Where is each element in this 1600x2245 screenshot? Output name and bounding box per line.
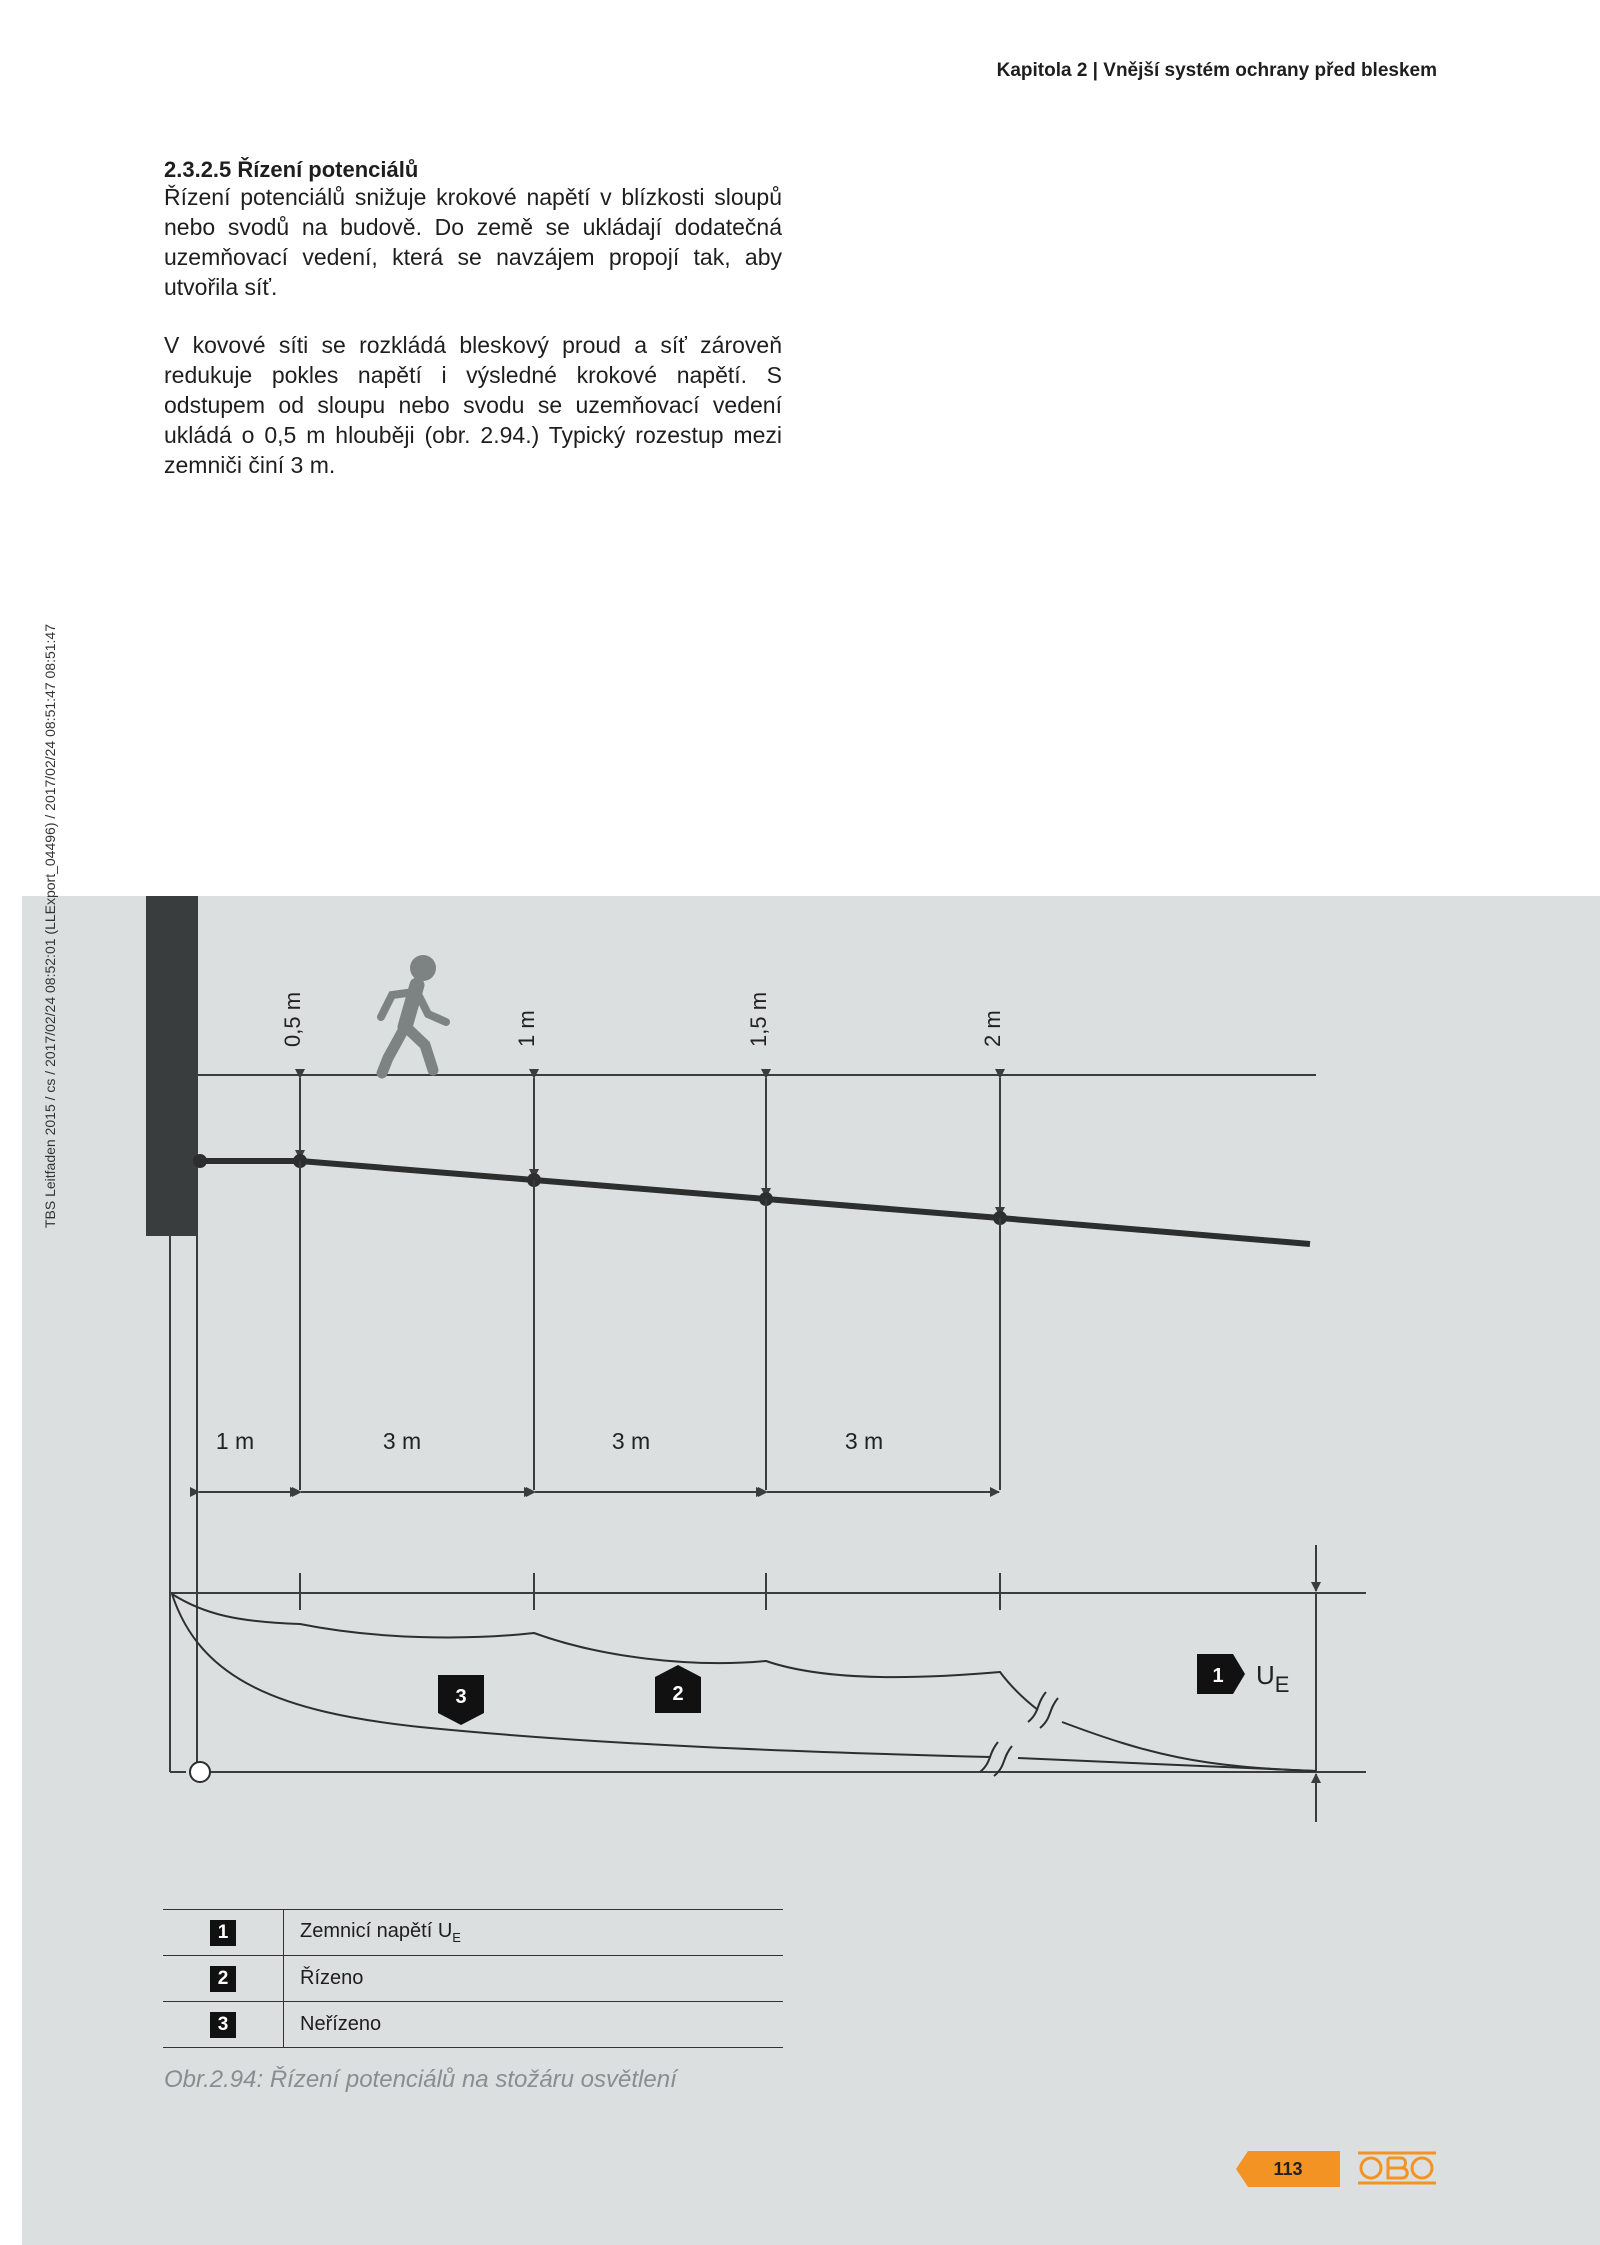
ue-label: $U_E$	[1256, 1660, 1290, 1697]
figure-caption: Obr.2.94: Řízení potenciálů na stožáru osvětlení	[164, 2066, 677, 2093]
earthing-conductor	[198, 1161, 1310, 1244]
legend-text: Neřízeno	[300, 2013, 382, 2035]
distance-label-4: 3 m	[844, 1428, 884, 1454]
page-number: 113	[1273, 2159, 1303, 2179]
depth-label-3: 1,5 m	[746, 991, 771, 1047]
legend-badge: 1	[210, 1920, 236, 1946]
distance-label-2: 3 m	[382, 1428, 422, 1454]
break-marks	[980, 1692, 1058, 1776]
svg-text:3: 3	[455, 1686, 467, 1708]
legend-table	[163, 1909, 783, 2048]
marker-2	[655, 1665, 701, 1713]
depth-label-1: 0,5 m	[280, 991, 305, 1047]
curve-controlled-tail	[1062, 1722, 1316, 1771]
legend-badge: 2	[210, 1966, 236, 1992]
side-export-text: TBS Leitfaden 2015 / cs / 2017/02/24 08:52:01 (LLExport_04496) / 2017/02/24 08:51:47 08:51:47	[42, 624, 58, 1229]
paragraph-2: V kovové síti se rozkládá bleskový proud a síť zároveň redukuje pokles napětí i výsledné krokové napětí. S odstupem od sloupu nebo svodu se uzemňovací vedení ukládá o 0,5 m hlouběji (obr. 2.94.) Typický rozestup mezi zemniči činí 3 m.	[164, 332, 782, 479]
curve-uncontrolled-tail	[1018, 1758, 1316, 1771]
distance-label-3: 3 m	[611, 1428, 651, 1454]
marker-3	[438, 1675, 484, 1725]
lamp-pole	[146, 896, 198, 1236]
distance-label-1: 1 m	[215, 1428, 255, 1454]
section-title: 2.3.2.5 Řízení potenciálů	[164, 157, 419, 182]
origin-point	[190, 1762, 210, 1782]
obo-logo	[1358, 2151, 1436, 2185]
curve-controlled	[172, 1594, 1038, 1710]
legend-text: Řízeno	[300, 1967, 364, 1989]
legend-row	[163, 1956, 783, 2002]
legend-text: Zemnicí napětí U	[300, 1920, 453, 1942]
marker-1	[1197, 1654, 1245, 1694]
chapter-header: Kapitola 2 | Vnější systém ochrany před bleskem	[996, 60, 1437, 81]
depth-label-4: 2 m	[980, 1010, 1005, 1047]
walking-person-icon	[381, 955, 446, 1073]
legend-subscript: E	[452, 1930, 461, 1945]
svg-text:2: 2	[672, 1683, 684, 1705]
legend-row	[163, 1910, 783, 1956]
svg-text:1: 1	[1212, 1665, 1224, 1687]
depth-label-2: 1 m	[514, 1010, 539, 1047]
legend-badge: 3	[210, 2012, 236, 2038]
paragraph-1: Řízení potenciálů snižuje krokové napětí v blízkosti sloupů nebo svodů na budově. Do země se ukládají dodatečná uzemňovací vedení, která se navzájem propojí tak, aby utvořila síť.	[164, 184, 782, 301]
legend-row	[163, 2002, 783, 2048]
